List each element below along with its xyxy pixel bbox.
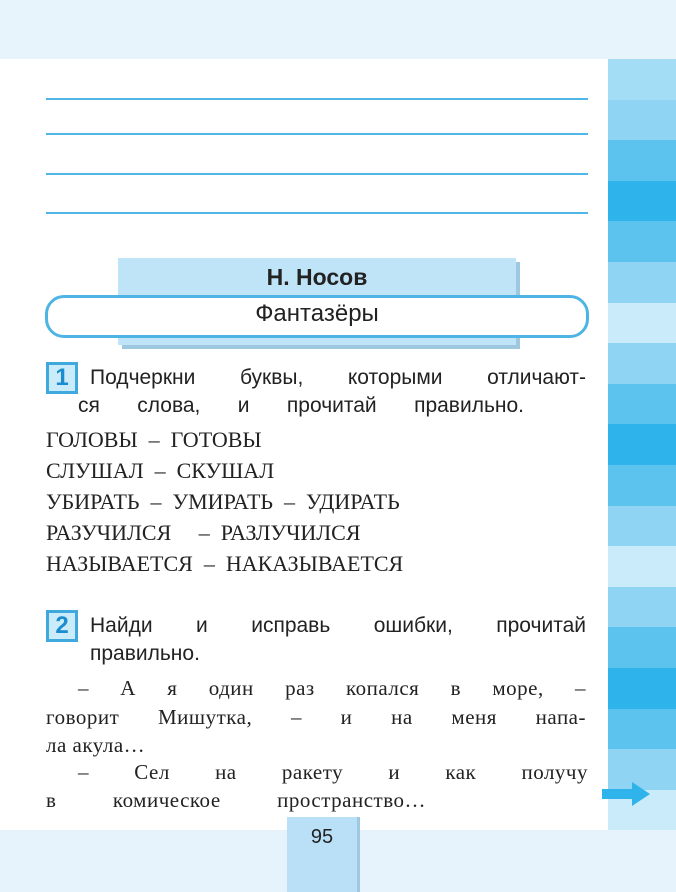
word-pair: СЛУШАЛ – СКУШАЛ <box>46 458 275 483</box>
word-pair: РАЗУЧИЛСЯ – РАЗЛУЧИЛСЯ <box>46 520 361 545</box>
margin-stripe <box>608 100 676 141</box>
margin-stripe <box>608 424 676 465</box>
margin-stripe <box>608 384 676 425</box>
margin-stripe <box>608 506 676 547</box>
margin-stripes <box>608 59 676 830</box>
story-title: Фантазёры <box>255 300 379 327</box>
margin-stripe <box>608 709 676 750</box>
margin-stripe <box>608 465 676 506</box>
margin-stripe <box>608 59 676 100</box>
task2-instruction: Найди и исправь ошибки, прочитай <box>90 614 586 637</box>
task1-instruction: ся слова, и прочитай правильно. <box>78 394 524 417</box>
author-name: Н. Носов <box>266 264 368 290</box>
story-text-line: говорит Мишутка, – и на меня напа- <box>46 705 586 729</box>
writing-line <box>46 212 588 214</box>
task2-instruction: правильно. <box>90 642 200 665</box>
task1-instruction: Подчеркни буквы, которыми отличают- <box>90 366 586 389</box>
story-text-line: в комическое пространство… <box>46 788 426 812</box>
margin-stripe <box>608 668 676 709</box>
word-pair: НАЗЫВАЕТСЯ – НАКАЗЫВАЕТСЯ <box>46 551 404 576</box>
page-number: 95 <box>310 826 334 848</box>
margin-stripe <box>608 262 676 303</box>
margin-stripe <box>608 303 676 344</box>
word-pair: ГОЛОВЫ – ГОТОВЫ <box>46 427 262 452</box>
task-number-badge: 1 <box>46 362 78 394</box>
margin-stripe <box>608 546 676 587</box>
writing-line <box>46 133 588 135</box>
top-band <box>0 0 676 59</box>
margin-stripe <box>608 181 676 222</box>
task-number-badge: 2 <box>46 610 78 642</box>
margin-stripe <box>608 627 676 668</box>
next-page-arrow-icon <box>600 780 652 808</box>
writing-line <box>46 173 588 175</box>
margin-stripe <box>608 140 676 181</box>
margin-stripe <box>608 221 676 262</box>
story-text-line: ла акула… <box>46 733 146 757</box>
story-text-line: – Сел на ракету и как получу <box>78 760 588 784</box>
word-pair: УБИРАТЬ – УМИРАТЬ – УДИРАТЬ <box>46 489 400 514</box>
margin-stripe <box>608 587 676 628</box>
margin-stripe <box>608 343 676 384</box>
writing-line <box>46 98 588 100</box>
story-text-line: – А я один раз копался в море, – <box>78 676 586 700</box>
